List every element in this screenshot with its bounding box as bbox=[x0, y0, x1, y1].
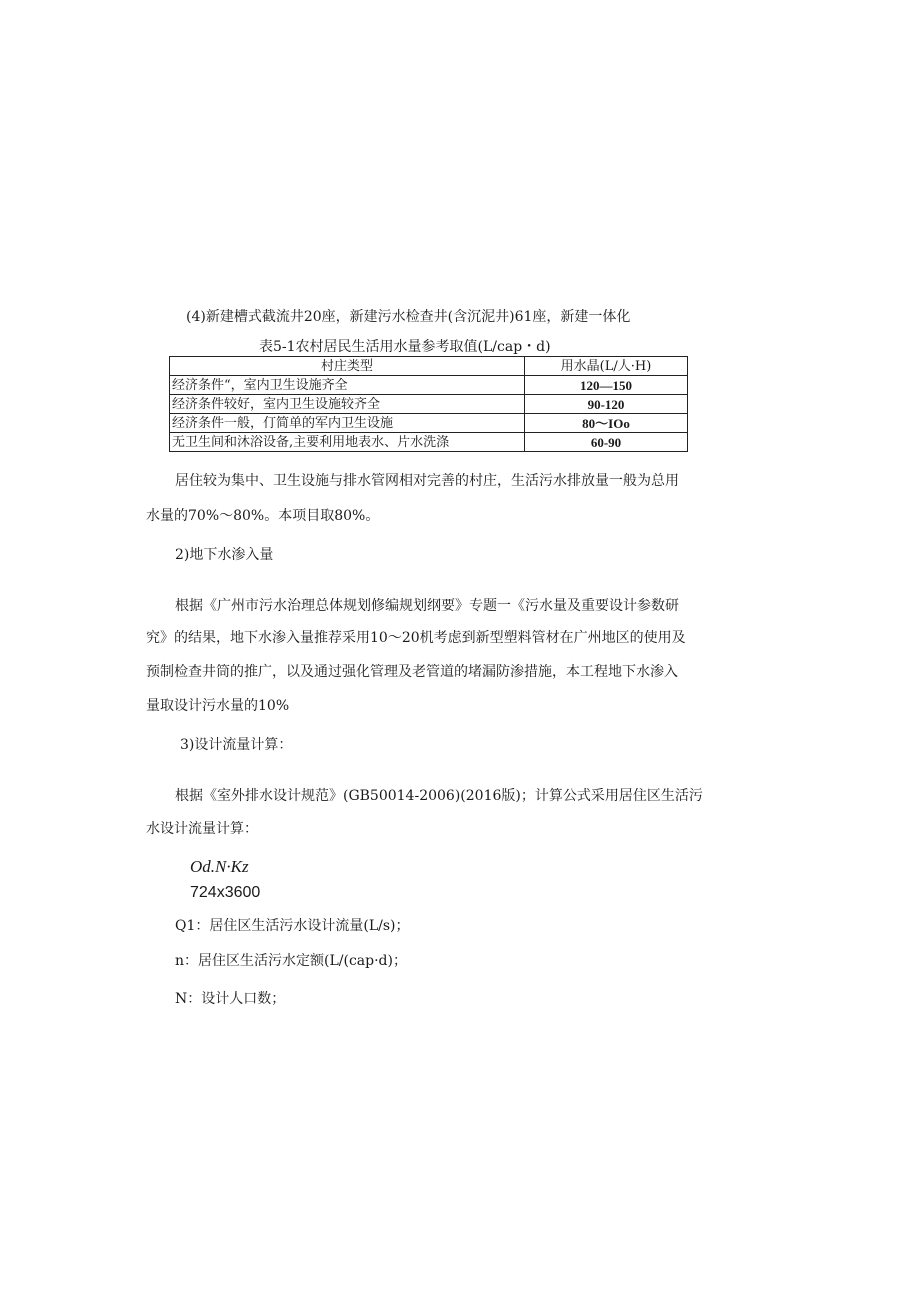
water-usage-table bbox=[169, 356, 688, 452]
table-header-row bbox=[170, 357, 688, 376]
table-caption: 表5-1农村居民生活用水量参考取值(L/cap・d) bbox=[259, 339, 551, 355]
paragraph-2-line-2: 究》的结果，地下水渗入量推荐采用10～20机考虑到新型塑料管材在广州地区的使用及 bbox=[146, 630, 686, 646]
table-row bbox=[170, 395, 688, 414]
formula-denominator: 724x3600 bbox=[190, 884, 261, 901]
paragraph-2-line-1: 根据《广州市污水治理总体规划修编规划纲要》专题一《污水量及重要设计参数研 bbox=[175, 598, 679, 614]
paragraph-2-line-4: 量取设计污水量的10% bbox=[146, 698, 290, 714]
definition-q1: Q1：居住区生活污水设计流量(L/s)； bbox=[175, 918, 410, 934]
paragraph-2-line-3: 预制检查井筒的推广，以及通过强化管理及老管道的堵漏防渗措施，本工程地下水渗入 bbox=[146, 664, 678, 680]
paragraph-3-line-1: 根据《室外排水设计规范》(GB50014-2006)(2016版)；计算公式采用居住区生活污 bbox=[175, 788, 703, 804]
village-type-cell: 经济条件“，室内卫生设施齐全 bbox=[170, 376, 525, 395]
intro-line: (4)新建槽式截流井20座，新建污水检查井(含沉泥井)61座，新建一体化 bbox=[186, 309, 631, 325]
table-row bbox=[170, 376, 688, 395]
table-row bbox=[170, 433, 688, 452]
water-usage-cell: 80～IOo bbox=[525, 414, 688, 433]
village-type-cell: 经济条件一般，仃简单的军内卫生设施 bbox=[170, 414, 525, 433]
column-header-village-type: 村庄类型 bbox=[170, 357, 525, 376]
village-type-cell: 无卫生间和沐浴设备,主要利用地表水、片水洗涤 bbox=[170, 433, 525, 452]
definition-n: n：居住区生活污水定额(L/(cap·d)； bbox=[175, 953, 407, 969]
paragraph-1-line-2: 水量的70%～80%。本项目取80%。 bbox=[146, 508, 380, 524]
paragraph-3-line-2: 水设计流量计算： bbox=[146, 821, 258, 837]
water-usage-cell: 90-120 bbox=[525, 395, 688, 414]
table-row bbox=[170, 414, 688, 433]
water-usage-cell: 120—150 bbox=[525, 376, 688, 395]
section-heading-groundwater: 2)地下水渗入量 bbox=[175, 547, 274, 563]
section-heading-design-flow: 3)设计流量计算： bbox=[180, 737, 293, 753]
water-usage-cell: 60-90 bbox=[525, 433, 688, 452]
formula-numerator: Od.N·Kz bbox=[190, 857, 249, 876]
column-header-water-usage: 用水晶(L/人·H) bbox=[525, 357, 688, 376]
definition-population: N：设计人口数； bbox=[175, 991, 286, 1007]
village-type-cell: 经济条件较好，室内卫生设施较齐全 bbox=[170, 395, 525, 414]
paragraph-1-line-1: 居住较为集中、卫生设施与排水管网相对完善的村庄，生活污水排放量一般为总用 bbox=[175, 473, 679, 489]
